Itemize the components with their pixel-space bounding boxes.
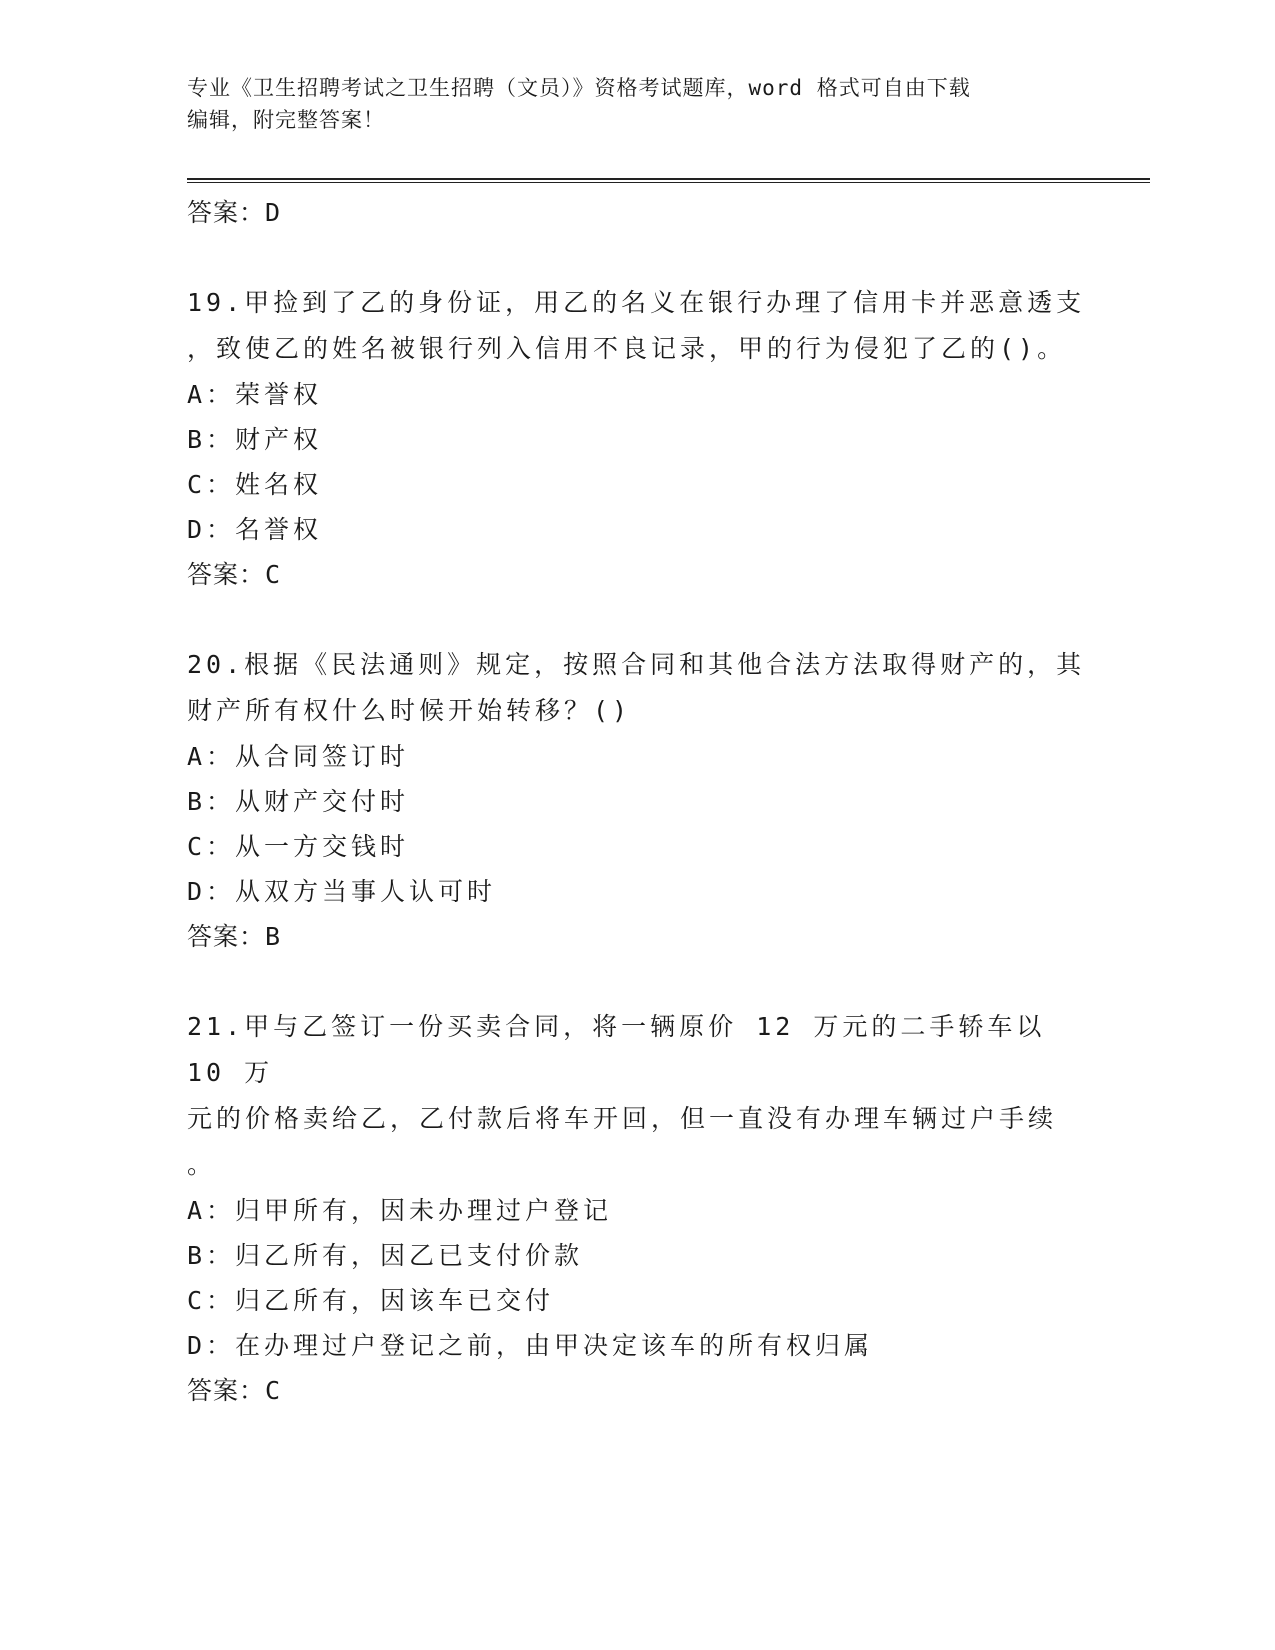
- option-b: B：从财产交付时: [187, 787, 410, 816]
- option-d: D：从双方当事人认可时: [187, 877, 497, 906]
- question-stem-line: 21.甲与乙签订一份买卖合同，将一辆原价 12 万元的二手轿车以 10 万: [187, 1012, 1065, 1087]
- header-line-1: 专业《卫生招聘考试之卫生招聘（文员）》资格考试题库，word 格式可自由下载: [187, 76, 971, 100]
- option-c: C：从一方交钱时: [187, 832, 410, 861]
- answer-line: 答案：D: [187, 198, 282, 227]
- question-stem-line: ，致使乙的姓名被银行列入信用不良记录，甲的行为侵犯了乙的()。: [187, 334, 1067, 363]
- option-b: B：财产权: [187, 425, 323, 454]
- option-a: A：归甲所有，因未办理过户登记: [187, 1196, 613, 1225]
- question-stem-line: 19.甲捡到了乙的身份证，用乙的名义在银行办理了信用卡并恶意透支: [187, 288, 1086, 317]
- option-b: B：归乙所有，因乙已支付价款: [187, 1241, 584, 1270]
- question-list: [187, 190, 1087, 1414]
- option-d: D：在办理过户登记之前，由甲决定该车的所有权归属: [187, 1331, 874, 1360]
- option-d: D：名誉权: [187, 515, 323, 544]
- header-divider: [187, 178, 1150, 183]
- question-stem-line: 20.根据《民法通则》规定，按照合同和其他合法方法取得财产的，其: [187, 650, 1086, 679]
- option-c: C：姓名权: [187, 470, 323, 499]
- answer-line: 答案：C: [187, 1376, 282, 1405]
- question-20: [187, 642, 1087, 960]
- header-line-2: 编辑，附完整答案！: [187, 108, 385, 132]
- question-21: [187, 1004, 1087, 1414]
- answer-line: 答案：B: [187, 922, 282, 951]
- option-a: A：荣誉权: [187, 380, 323, 409]
- question-19: [187, 280, 1087, 598]
- question-stem-line: 。: [187, 1150, 217, 1179]
- answer-line: 答案：C: [187, 560, 282, 589]
- option-a: A：从合同签订时: [187, 742, 410, 771]
- question-stem-line: 财产所有权什么时候开始转移？(): [187, 696, 632, 725]
- question-stem-line: 元的价格卖给乙，乙付款后将车开回，但一直没有办理车辆过户手续: [187, 1104, 1058, 1133]
- document-header: [187, 72, 1087, 136]
- option-c: C：归乙所有，因该车已交付: [187, 1286, 555, 1315]
